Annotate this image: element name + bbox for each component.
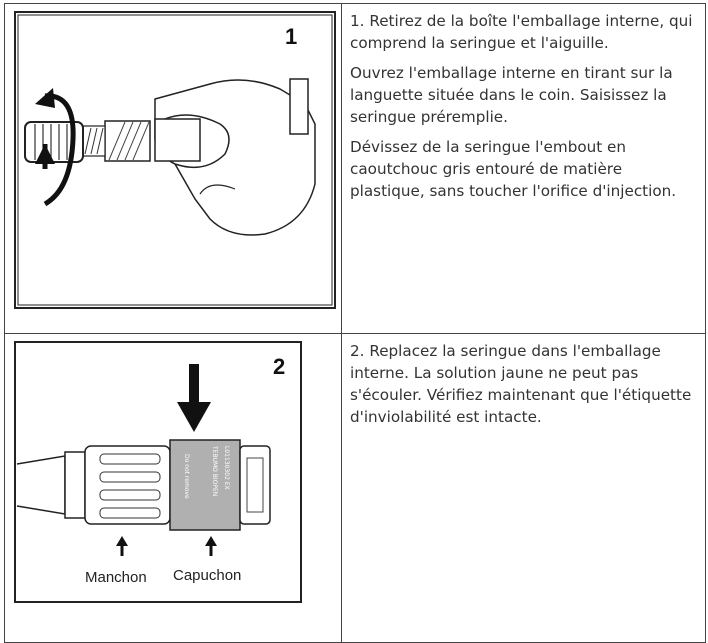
column-divider: [341, 4, 342, 333]
step-1-figure: [5, 4, 341, 333]
instructions-table: [4, 3, 706, 643]
step-1-paragraph-2: Ouvrez l'emballage interne en tirant sur la languette située dans le coin. Saisissez la seringue préremplie.: [350, 64, 673, 126]
step-2-paragraph-1: 2. Replacez la seringue dans l'emballage interne. La solution jaune ne peut pas s'écouler. Vérifiez maintenant que l'étiquette d'inviolabilité est intacte.: [350, 342, 692, 426]
svg-text:TEBUMO BIOPEN: TEBUMO BIOPEN: [211, 446, 218, 497]
step-1-paragraph-1: 1. Retirez de la boîte l'emballage interne, qui comprend la seringue et l'aiguille.: [350, 12, 693, 52]
step-2-figure: [5, 334, 341, 642]
svg-text:L01130302 EX: L01130302 EX: [223, 446, 230, 490]
step-1-text: [350, 10, 700, 210]
step-1-illustration: [5, 4, 341, 333]
step-2-text: [350, 340, 700, 436]
capuchon-label: Capuchon: [173, 567, 242, 584]
step-2-row: [5, 334, 705, 642]
step-2-number: 2: [273, 354, 286, 379]
column-divider: [341, 334, 342, 642]
svg-text:Do not remove: Do not remove: [183, 454, 190, 499]
manchon-label: Manchon: [85, 569, 147, 586]
step-2-illustration: [5, 334, 341, 642]
step-1-row: [5, 4, 705, 334]
step-1-number: 1: [285, 24, 298, 49]
step-1-paragraph-3: Dévissez de la seringue l'embout en caoutchouc gris entouré de matière plastique, sans toucher l'orifice d'injection.: [350, 138, 677, 200]
